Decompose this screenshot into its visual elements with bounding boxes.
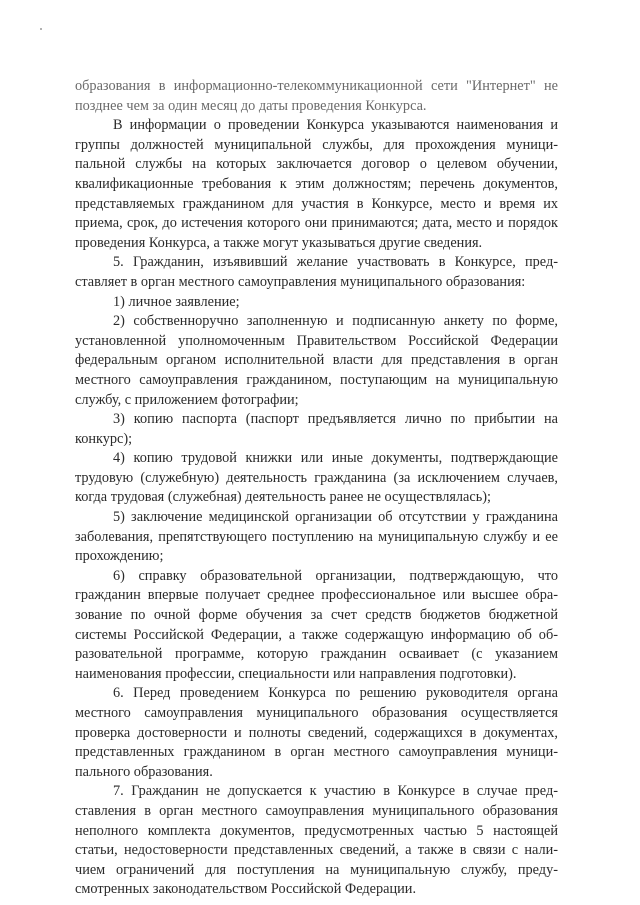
- paragraph-item-5-3: 3) копию паспорта (паспорт предъявляется лично по прибытии на конкурс);: [75, 411, 558, 447]
- paragraph-item-5-2: 2) собственноручно заполненную и подписанную анкету по форме, установленной уполномоченным Правительством Российской Федерации федеральным органом исполнительной власти для представления в орган местного самоуправления гражданином, поступающим на муниципальную службу, с приложением фотографии;: [75, 313, 558, 408]
- paragraph-item-6: 6. Перед проведением Конкурса по решению руководителя органа местного самоуправления муниципального образования осуществляется проверка достоверности и полноты сведений, содержащихся в документах, представленных гражданином в орган местного самоуправления муниципального образования.: [75, 685, 558, 780]
- paragraph-item-5-1: 1) личное заявление;: [113, 293, 240, 310]
- document-body: [75, 77, 558, 900]
- paragraph-announcement-content: В информации о проведении Конкурса указываются наименования и группы должностей муниципальной службы, для прохождения муниципальной службы на которых заключается договор о целевом обучении, квалификационные требования к этим должностям; перечень документов, представляемых гражданином для участия в Конкурсе, место и время их приема, срок, до истечения которого они принимаются; дата, место и порядок проведения Конкурса, а также могут указываться другие сведения.: [75, 117, 558, 251]
- paragraph-item-5-5: 5) заключение медицинской организации об отсутствии у гражданина заболевания, препятствующего поступлению на муниципальную службу и ее прохождению;: [75, 509, 558, 565]
- paragraph-item-5-4: 4) копию трудовой книжки или иные документы, подтверждающие трудовую (служебную) деятельность гражданина (за исключением случаев, когда трудовая (служебная) деятельность ранее не осуществлялась);: [75, 450, 558, 506]
- paragraph-item-5: 5. Гражданин, изъявивший желание участвовать в Конкурсе, представляет в орган местного самоуправления муниципального образования:: [75, 254, 558, 290]
- paragraph-item-5-6: 6) справку образовательной организации, подтверждающую, что гражданин впервые получает среднее профессиональное или высшее образование по очной форме обучения за счет средств бюджетов бюджетной системы Российской Федерации, а также содержащую информацию об образовательной программе, которую гражданин осваивает (с указанием наименования профессии, специальности или направления подготовки).: [75, 567, 558, 682]
- paragraph-announcement-deadline: образования в информационно-телекоммуникационной сети "Интернет" не позднее чем за один месяц до даты проведения Конкурса.: [75, 78, 558, 114]
- paragraph-item-7: 7. Гражданин не допускается к участию в Конкурсе в случае представления в орган местного самоуправления муниципального образования неполного комплекта документов, предусмотренных частью 5 настоящей статьи, недостоверности представленных сведений, а также в связи с наличием ограничений для поступления на муниципальную службу, предусмотренных законодательством Российской Федерации.: [75, 783, 558, 898]
- scan-speck: [40, 28, 42, 30]
